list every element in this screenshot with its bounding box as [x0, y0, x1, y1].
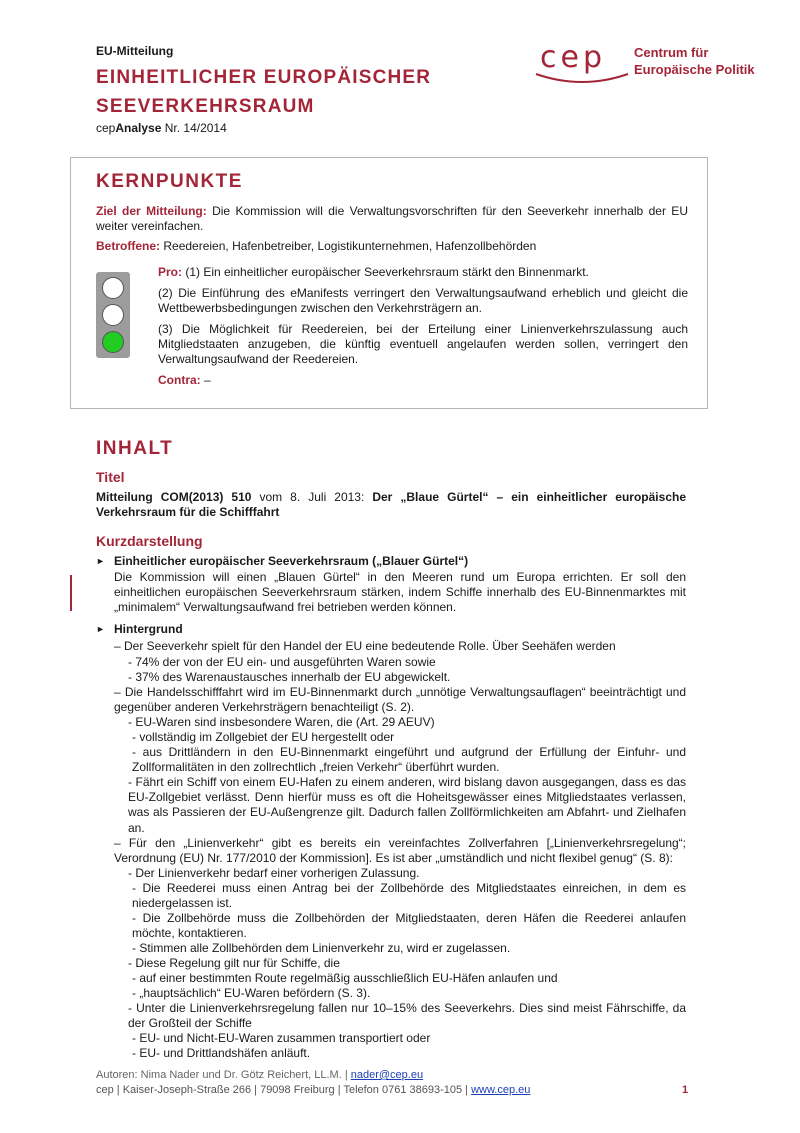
pro-point-3: (3) Die Möglichkeit für Reedereien, bei der Erteilung einer Linienverkehrszulassung auch Mitgliedstaaten anzugeben, die künftig eventuell angelaufen werden sollen, verringert den Verwaltungsaufwand der Reedereien.: [158, 322, 688, 366]
authors-text: Autoren: Nima Nader und Dr. Götz Reichert, LL.M. |: [96, 1069, 351, 1081]
key-points-title: KERNPUNKTE: [96, 171, 243, 192]
document-title: [96, 63, 431, 121]
footer-authors: [96, 1069, 423, 1081]
list-item: - aus Drittländern in den EU-Binnenmarkt eingeführt und aufgrund der Erfüllung der Einfuhr- und Zollformalitäten in den zollrechtlich „freien Verkehr“ überführt wurden.: [132, 745, 686, 775]
list-item: - auf einer bestimmten Route regelmäßig ausschließlich EU-Häfen anlaufen und: [132, 971, 558, 985]
pro-1-text: (1) Ein einheitlicher europäischer Seeverkehrsraum stärkt den Binnenmarkt.: [182, 265, 589, 279]
logo-arc-icon: [532, 70, 632, 88]
pro-label: Pro:: [158, 265, 182, 279]
contra-point: [158, 373, 688, 388]
title-section-heading: Titel: [96, 469, 125, 485]
list-item: - vollständig im Zollgebiet der EU hergestellt oder: [132, 730, 395, 744]
document-type-label: EU-Mitteilung: [96, 44, 174, 58]
goal-label: Ziel der Mitteilung:: [96, 204, 207, 218]
margin-marker: [70, 575, 72, 611]
list-item: - 74% der von der EU ein- und ausgeführten Waren sowie: [128, 655, 436, 669]
logo-name-line-2: Europäische Politik: [634, 62, 755, 77]
website-link[interactable]: www.cep.eu: [471, 1084, 531, 1096]
list-item: – Der Seeverkehr spielt für den Handel der EU eine bedeutende Rolle. Über Seehäfen werden: [114, 639, 616, 653]
list-item: – Für den „Linienverkehr“ gibt es bereits ein vereinfachtes Zollverfahren [„Linienverkehrsregelung“; Verordnung (EU) Nr. 177/2010 der Kommission]. Es ist aber „umständlich und nicht flexibel genug“ (S. 8):: [114, 836, 686, 866]
pro-point-1: [158, 265, 688, 280]
series-number-text: Nr. 14/2014: [161, 121, 227, 135]
list-item: - Der Linienverkehr bedarf einer vorherigen Zulassung.: [128, 866, 420, 880]
title-line-1: EINHEITLICHER EUROPÄISCHER: [96, 67, 432, 88]
list-item: - EU- und Nicht-EU-Waren zusammen transportiert oder: [132, 1031, 431, 1045]
section-1-heading: Einheitlicher europäischer Seeverkehrsraum („Blauer Gürtel“): [114, 554, 469, 568]
series-bold: Analyse: [115, 121, 162, 135]
section-1-body: Die Kommission will einen „Blauen Gürtel“ in den Meeren rund um Europa errichten. Er soll den einheitlichen europäischen Seeverkehrsraum stärken, indem Schiffe innerhalb des EU-Binnenmarktes mit „minimalem“ Verwaltungsaufwand frei betrieben werden können.: [114, 570, 686, 615]
key-points-affected: [96, 239, 688, 254]
affected-text: Reedereien, Hafenbetreiber, Logistikunternehmen, Hafenzollbehörden: [160, 239, 537, 253]
list-item: - EU- und Drittlandshäfen anläuft.: [132, 1046, 311, 1060]
page-number: 1: [682, 1084, 689, 1096]
footer-address: [96, 1084, 530, 1096]
traffic-light-amber-icon: [102, 304, 124, 326]
goal-text: Die Kommission will die Verwaltungsvorschriften für den Seeverkehr innerhalb der EU weiter vereinfachen.: [96, 204, 688, 233]
logo-name-line-1: Centrum für: [634, 45, 709, 60]
title-line-2: SEEVERKEHRSRAUM: [96, 96, 315, 117]
title-section-text: [96, 490, 686, 520]
title-bold-1: Mitteilung COM(2013) 510: [96, 490, 252, 504]
bullet-triangle-icon: ►: [96, 624, 105, 634]
series-prefix: cep: [96, 121, 116, 135]
title-bold-2: Der „Blaue Gürtel“ – ein einheitlicher europäische Verkehrsraum für die Schifffahrt: [96, 490, 686, 519]
traffic-light-green-icon: [102, 331, 124, 353]
list-item: – Die Handelsschifffahrt wird im EU-Binnenmarkt durch „unnötige Verwaltungsauflagen“ beeinträchtigt und gegenüber anderen Verkehrsträgern benachteiligt (S. 2).: [114, 685, 686, 715]
bullet-triangle-icon: ►: [96, 556, 105, 566]
list-item: - „hauptsächlich“ EU-Waren befördern (S. 3).: [132, 986, 371, 1000]
title-plain: vom 8. Juli 2013:: [251, 490, 373, 504]
pro-point-2: (2) Die Einführung des eManifests verringert den Verwaltungsaufwand erheblich und gleicht die Wettbewerbsbedingungen zwischen den Verkehrsträgern an.: [158, 286, 688, 315]
key-points-box: [70, 157, 708, 409]
list-item: - Unter die Linienverkehrsregelung fallen nur 10–15% des Seeverkehrs. Dies sind meist Fährschiffe, da der Großteil der Schiffe: [128, 1001, 686, 1031]
summary-heading: Kurzdarstellung: [96, 533, 203, 549]
traffic-light-icon: [96, 272, 130, 358]
list-item: - Die Zollbehörde muss die Zollbehörden der Mitgliedstaaten, deren Häfen die Reederei anlaufen möchte, kontaktieren.: [132, 911, 686, 941]
section-2-heading: Hintergrund: [114, 622, 183, 636]
address-text: cep | Kaiser-Joseph-Straße 266 | 79098 Freiburg | Telefon 0761 38693-105 |: [96, 1084, 472, 1096]
contra-label: Contra:: [158, 373, 201, 387]
list-item: - Fährt ein Schiff von einem EU-Hafen zu einem anderen, wird bislang davon ausgegangen, dass es das EU-Zollgebiet verlässt. Denn hierfür muss es oft die Hoheitsgewässer eines Mitgliedstaates verlassen, was als Passieren der EU-Außengrenze gilt. Dadurch fallen Zollförmlichkeiten am Abfahrt- und Zielhafen an.: [128, 775, 686, 835]
content-heading: INHALT: [96, 438, 174, 459]
series-number: [96, 121, 227, 135]
traffic-light-red-icon: [102, 277, 124, 299]
cep-logo: [522, 40, 772, 90]
list-item: - EU-Waren sind insbesondere Waren, die (Art. 29 AEUV): [128, 715, 435, 729]
key-points-goal: [96, 204, 688, 234]
logo-word: cep: [540, 40, 606, 75]
list-item: - Die Reederei muss einen Antrag bei der Zollbehörde des Mitgliedstaates einreichen, in dem es niedergelassen ist.: [132, 881, 686, 911]
list-item: - 37% des Warenaustausches innerhalb der EU abgewickelt.: [128, 670, 451, 684]
email-link[interactable]: nader@cep.eu: [350, 1069, 424, 1081]
affected-label: Betroffene:: [96, 239, 161, 253]
logo-name: [634, 44, 755, 78]
contra-text: –: [200, 373, 211, 387]
list-item: - Stimmen alle Zollbehörden dem Linienverkehr zu, wird er zugelassen.: [132, 941, 511, 955]
list-item: - Diese Regelung gilt nur für Schiffe, die: [128, 956, 340, 970]
